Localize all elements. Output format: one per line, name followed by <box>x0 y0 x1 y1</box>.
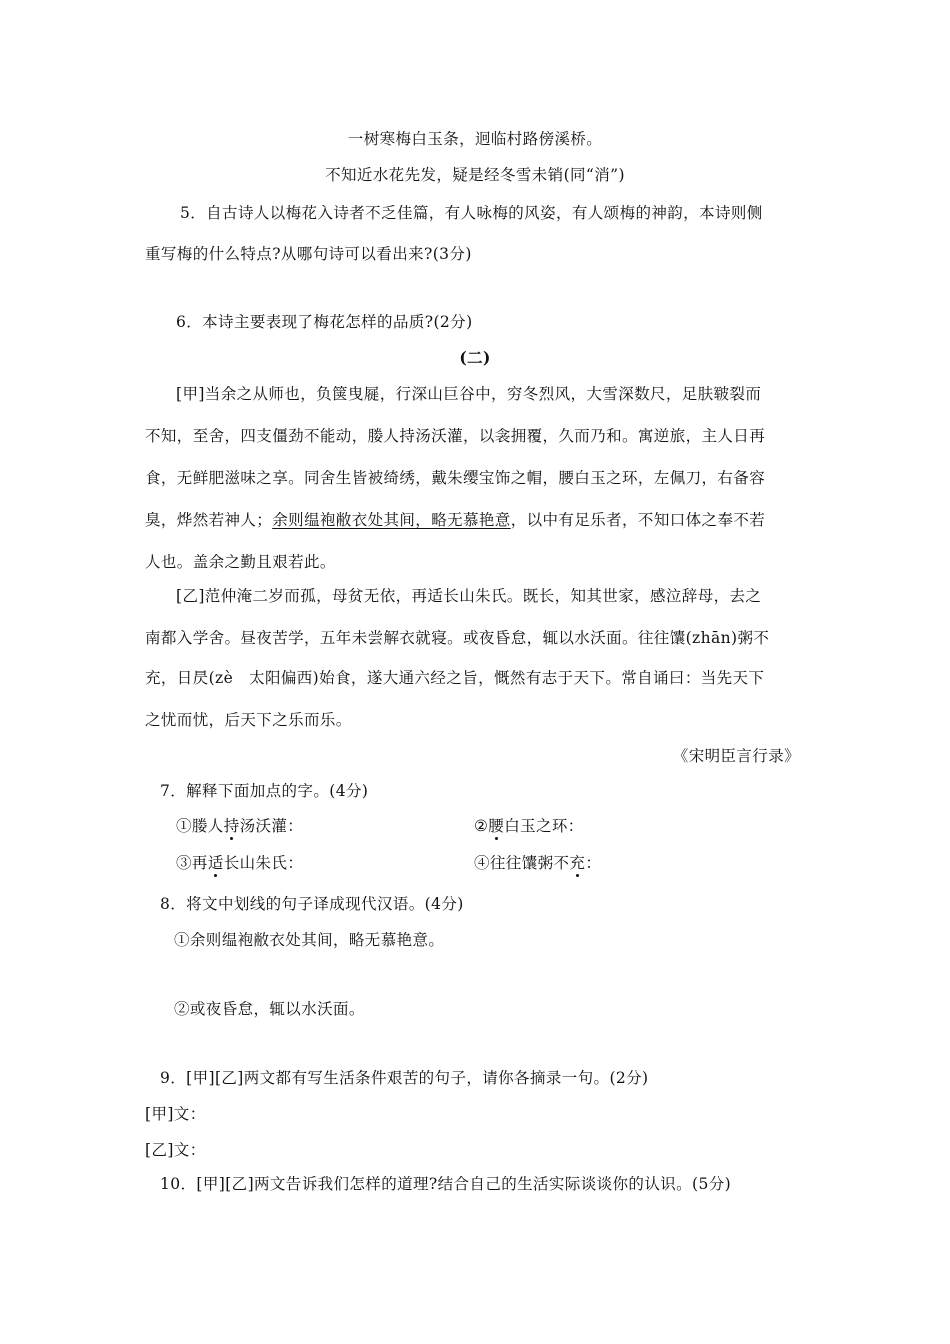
question-7-item-2 <box>474 814 584 836</box>
q7-item-4-dotted-char: 充 <box>569 851 585 873</box>
q7-item-3-dotted-char: 适 <box>208 851 224 873</box>
q7-item-1-dotted-char: 持 <box>224 814 240 836</box>
q7-item-1-prefix: ①媵人 <box>176 817 224 835</box>
question-7-title: 7．解释下面加点的字。(4分) <box>160 782 369 800</box>
question-8-title: 8．将文中划线的句子译成现代汉语。(4分) <box>160 895 464 913</box>
question-5-line-2: 重写梅的什么特点?从哪句诗可以看出来?(3分) <box>145 245 472 263</box>
question-7-item-1 <box>176 814 303 836</box>
q7-item-2-suffix: 白玉之环： <box>504 817 584 835</box>
question-10: 10．[甲][乙]两文告诉我们怎样的道理?结合自己的生活实际谈谈你的认识。(5分) <box>160 1175 732 1193</box>
question-7-item-3 <box>176 851 303 873</box>
q7-item-3-suffix: 长山朱氏： <box>223 854 304 872</box>
passage-yi-line-1: [乙]范仲淹二岁而孤，母贫无依，再适长山朱氏。既长，知其世家，感泣辞母，去之 <box>176 587 762 605</box>
passage-yi-line-3: 充，日昃(zè 太阳偏西)始食，遂大通六经之旨，慨然有志于天下。常自诵曰：当先天下 <box>145 669 765 687</box>
q7-item-4-suffix: ： <box>585 854 602 872</box>
underlined-sentence: 余则缊袍敝衣处其间，略无慕艳意 <box>272 511 511 529</box>
q7-item-3-prefix: ③再 <box>176 854 208 872</box>
passage-jia-line-1: [甲]当余之从师也，负箧曳屣，行深山巨谷中，穷冬烈风，大雪深数尺，足肤皲裂而 <box>176 385 762 403</box>
q7-item-2-prefix: ② <box>474 817 489 835</box>
question-7-item-4 <box>474 851 601 873</box>
poem-line-2: 不知近水花先发，疑是经冬雪未销(同“消”) <box>325 166 625 184</box>
q7-item-4-prefix: ④往往馕粥不 <box>474 854 570 872</box>
passage-yi-line-4: 之忧而忧，后天下之乐而乐。 <box>145 711 352 729</box>
poem-line-1: 一树寒梅白玉条，迥临村路傍溪桥。 <box>347 130 603 148</box>
passage-jia-line-4 <box>145 508 765 530</box>
question-8-item-1: ①余则缊袍敝衣处其间，略无慕艳意。 <box>174 931 445 949</box>
passage-jia-line-4-before: 臭，烨然若神人； <box>145 511 273 529</box>
question-5-line-1: 5．自古诗人以梅花入诗者不乏佳篇，有人咏梅的风姿，有人颂梅的神韵，本诗则侧 <box>180 204 763 222</box>
passage-yi-line-2: 南都入学舍。昼夜苦学，五年未尝解衣就寝。或夜昏怠，辄以水沃面。往往馕(zhān)粥不 <box>145 629 770 647</box>
q7-item-1-suffix: 汤沃灌： <box>239 817 304 835</box>
passage-yi-source: 《宋明臣言行录》 <box>672 747 800 765</box>
question-9-yi-label: [乙]文： <box>145 1141 206 1159</box>
question-9-title: 9．[甲][乙]两文都有写生活条件艰苦的句子，请你各摘录一句。(2分) <box>160 1069 649 1087</box>
question-9-jia-label: [甲]文： <box>145 1105 206 1123</box>
section-2-title: (二) <box>459 348 491 367</box>
passage-jia-line-3: 食，无鲜肥滋味之享。同舍生皆被绮绣，戴朱缨宝饰之帽，腰白玉之环，左佩刀，右备容 <box>145 469 766 487</box>
passage-jia-line-2: 不知，至舍，四支僵劲不能动，媵人持汤沃灌，以衾拥覆，久而乃和。寓逆旅，主人日再 <box>145 427 766 445</box>
question-8-item-2: ②或夜昏怠，辄以水沃面。 <box>174 1000 365 1018</box>
passage-jia-line-4-after: ，以中有足乐者，不知口体之奉不若 <box>510 511 766 529</box>
q7-item-2-dotted-char: 腰 <box>488 814 504 836</box>
question-6: 6．本诗主要表现了梅花怎样的品质?(2分) <box>176 313 473 331</box>
passage-jia-line-5: 人也。盖余之勤且艰若此。 <box>145 553 336 571</box>
